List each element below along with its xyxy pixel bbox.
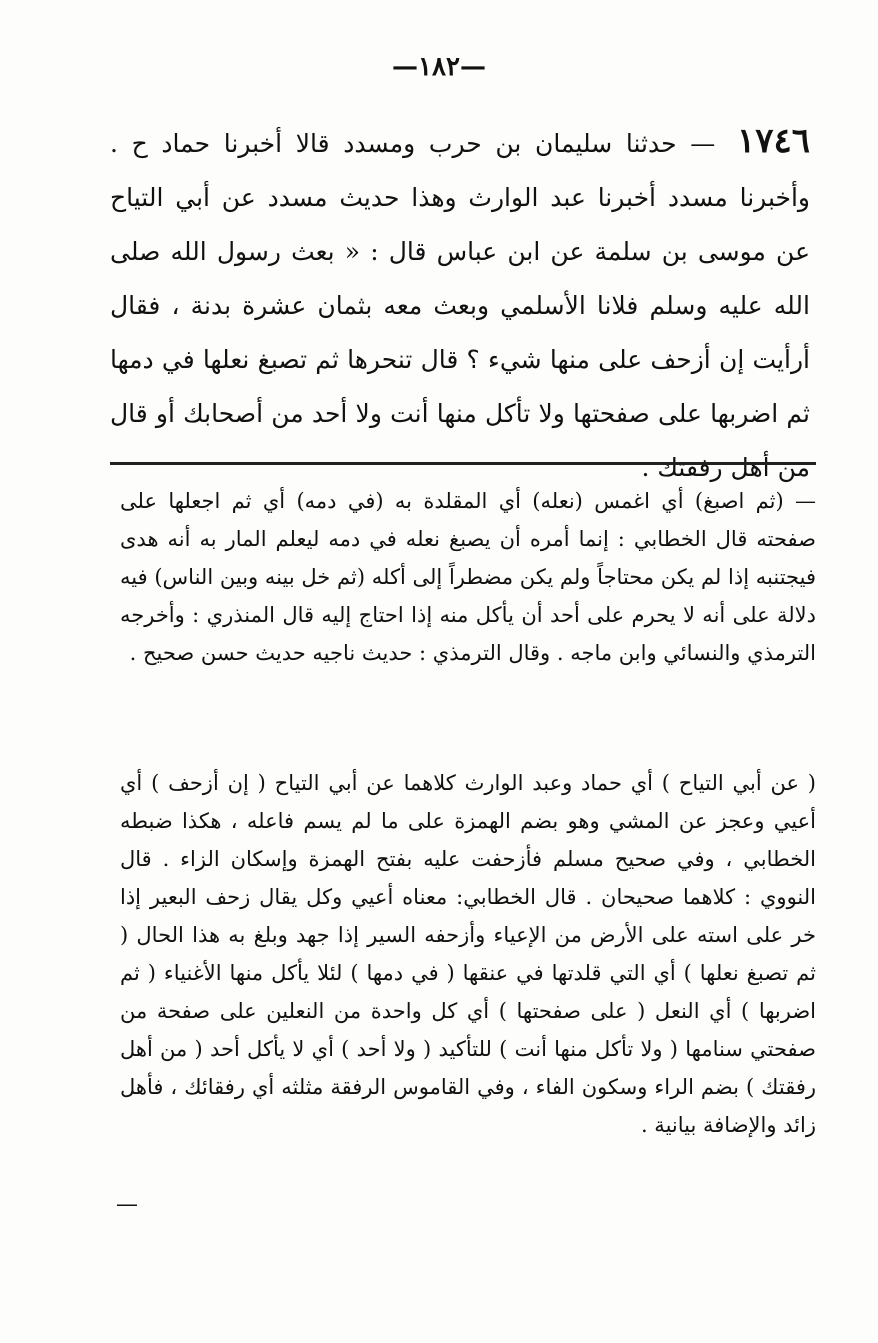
page-number: —١٨٢— [392,52,486,82]
commentary-paragraph-1: — (ثم اصبغ) أي اغمس (نعله) أي المقلدة به (في دمه) أي ثم اجعلها على صفحته قال الخطابي : إنما أمره أن يصبغ نعله في دمه ليعلم المار به أنه هدى فيجتنبه إذا لم يكن محتاجاً ولم يكن مضطراً إلى أكله (ثم خل بينه وبين الناس) فيه دلالة على أنه لا يحرم على أحد أن يأكل منه إذا احتاج إليه قال المنذري : وأخرجه الترمذي والنسائي وابن ماجه . وقال الترمذي : حديث ناجيه حديث حسن صحيح . [120,489,816,665]
hadith-number: ١٧٤٦ [736,121,810,161]
end-dash: — [116,1192,138,1217]
section-divider [110,462,816,465]
hadith-text: — حدثنا سليمان بن حرب ومسدد قالا أخبرنا حماد ح . وأخبرنا مسدد أخبرنا عبد الوارث وهذا حديث مسدد عن أبي التياح عن موسى بن سلمة عن ابن عباس قال : « بعث رسول الله صلى الله عليه وسلم فلانا الأسلمي وبعث معه بثمان عشرة بدنة ، فقال أرأيت إن أزحف على منها شيء ؟ قال تنحرها ثم تصبغ نعلها في دمها ثم اضربها على صفحتها ولا تأكل منها أنت ولا أحد من أصحابك أو قال من أهل رفقتك . [110,129,810,482]
commentary-paragraph-2: ( عن أبي التياح ) أي حماد وعبد الوارث كلاهما عن أبي التياح ( إن أزحف ) أي أعيي وعجز عن المشي وهو بضم الهمزة على ما لم يسم فاعله ، هكذا ضبطه الخطابي ، وفي صحيح مسلم فأزحفت عليه بفتح الهمزة وإسكان الزاء . قال النووي : كلاهما صحيحان . قال الخطابي: معناه أعيي وكل يقال زحف البعير إذا خر على استه على الأرض من الإعياء وأزحفه السير إذا جهد وبلغ به هذا الحال ( ثم تصبغ نعلها ) أي التي قلدتها في عنقها ( في دمها ) لئلا يأكل منها الأغنياء ( ثم اضربها ) أي النعل ( على صفحتها ) أي كل واحدة من النعلين على صفحة من صفحتي سنامها ( ولا تأكل منها أنت ) للتأكيد ( ولا أحد ) أي لا يأكل أحد ( من أهل رفقتك ) بضم الراء وسكون الفاء ، وفي القاموس الرفقة مثلثه أي رفقائك ، فأهل زائد والإضافة بيانية . [120,771,816,1137]
hadith-text-block [110,114,810,495]
